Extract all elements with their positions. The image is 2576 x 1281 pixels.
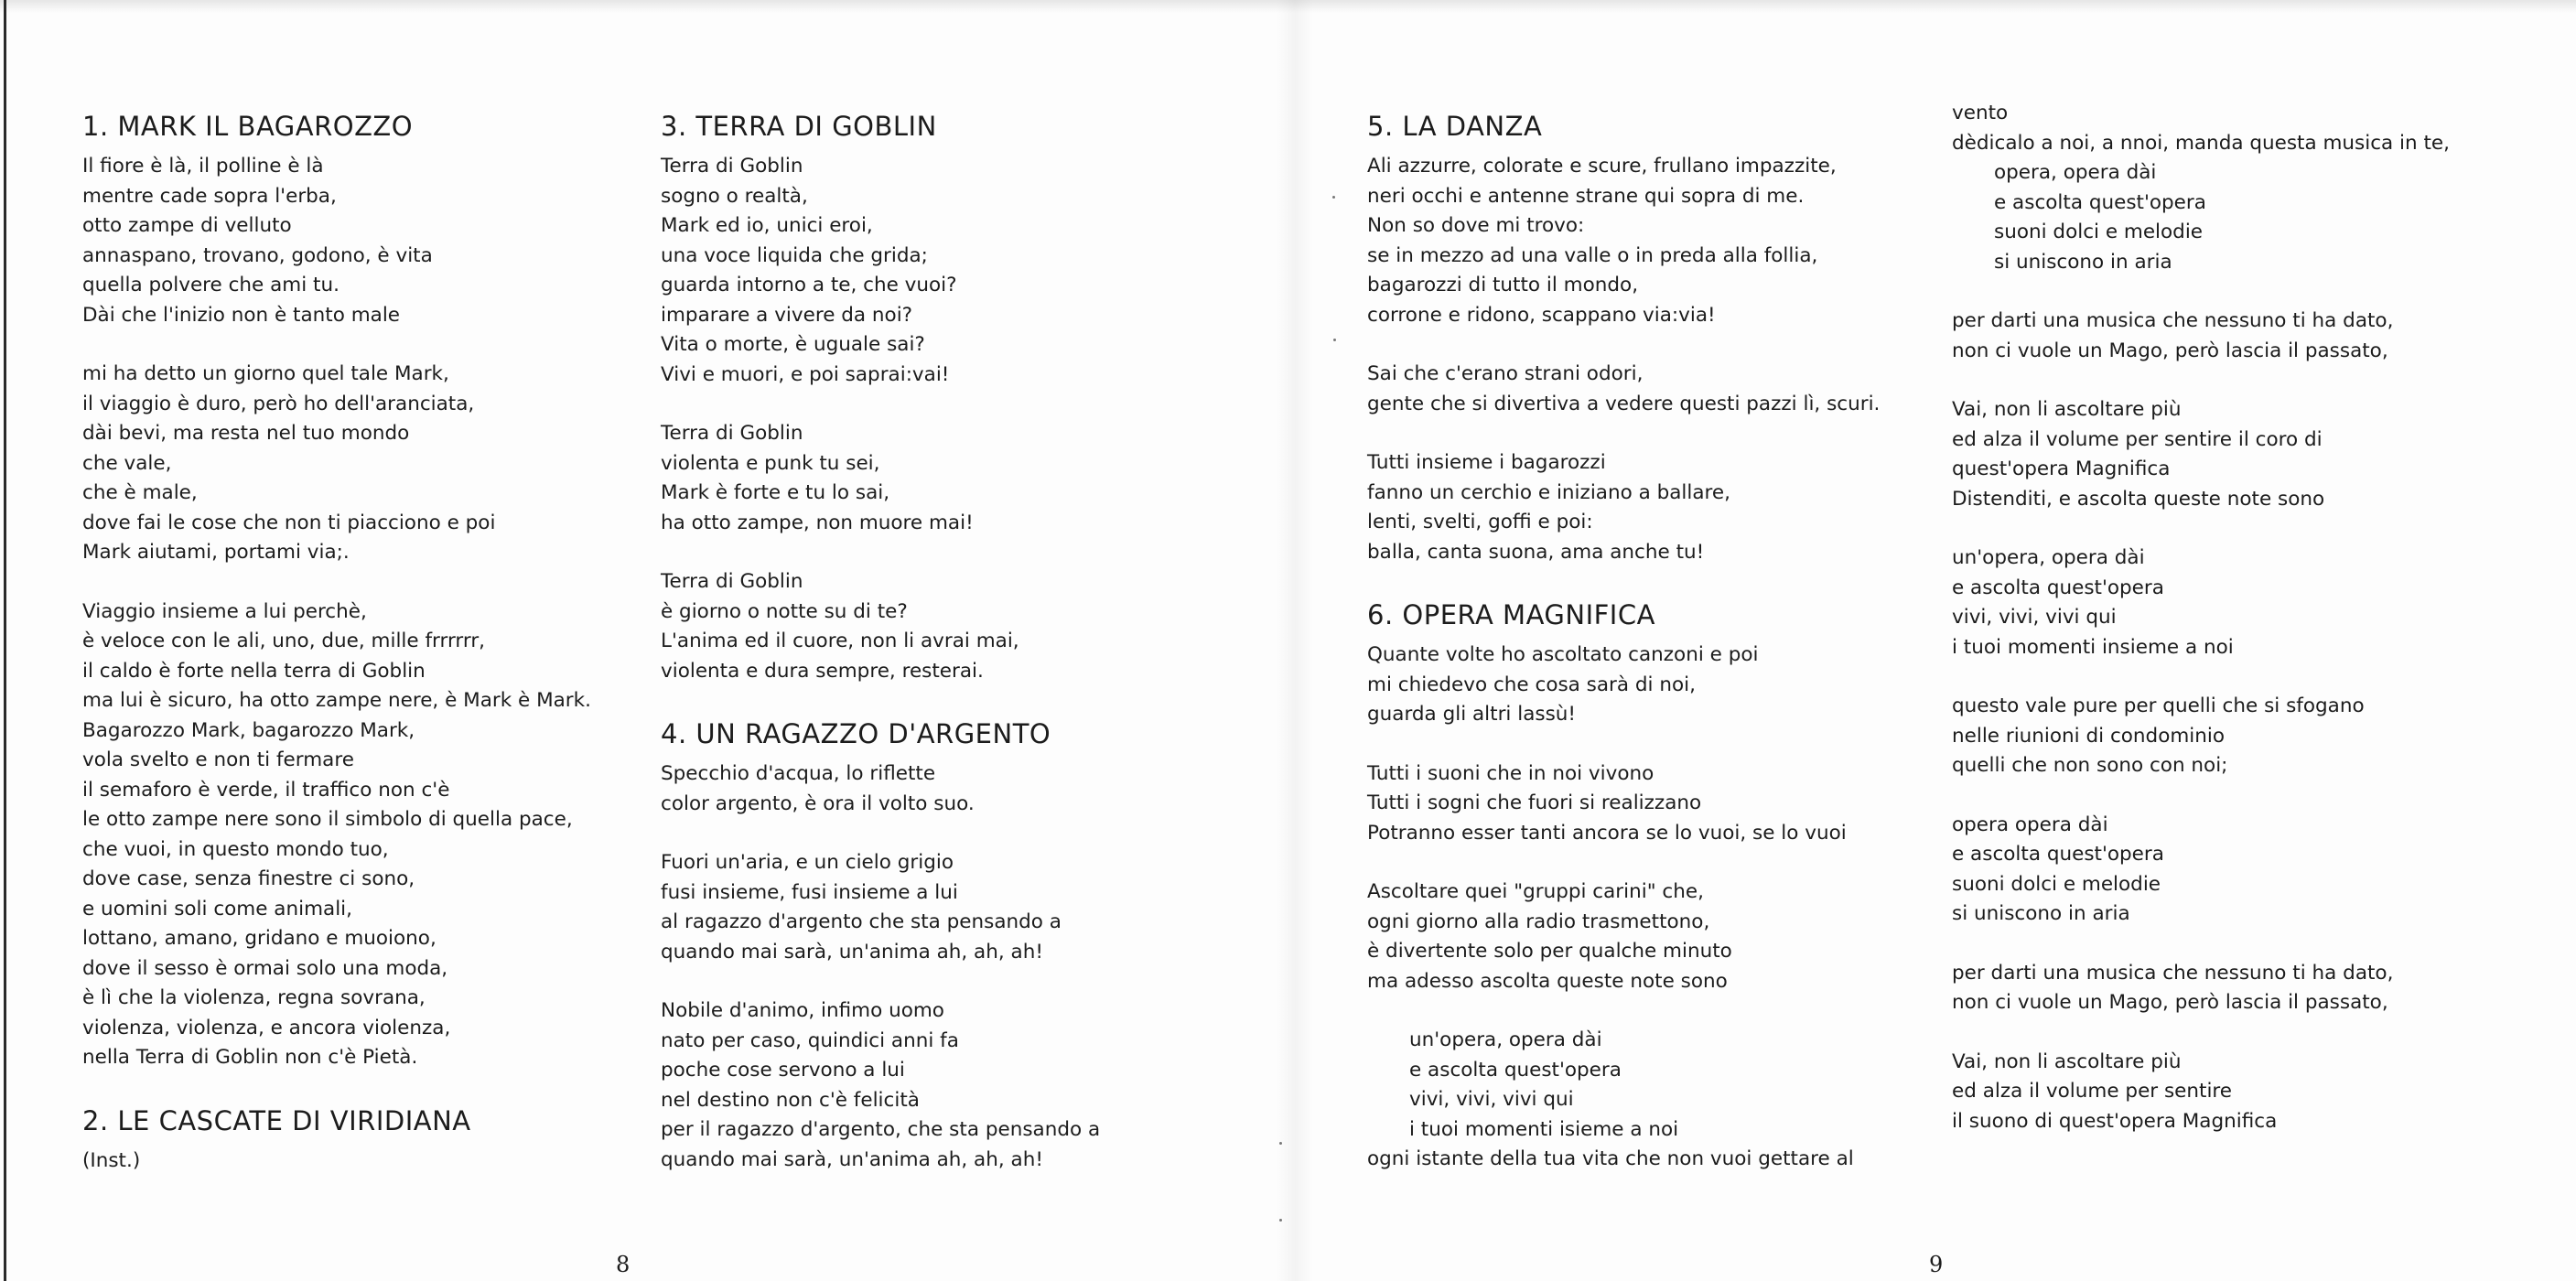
lyric-line: Distenditi, e ascolta queste note sono xyxy=(1952,487,2325,511)
lyric-line: che vuoi, in questo mondo tuo, xyxy=(82,837,389,861)
print-speck xyxy=(1332,196,1335,199)
song-2 xyxy=(82,1103,641,1177)
lyric-line: dài bevi, ma resta nel tuo mondo xyxy=(82,422,410,445)
lyric-line: Mark è forte e tu lo sai, xyxy=(661,481,890,504)
lyric-line: se in mezzo ad una valle o in preda alla follia, xyxy=(1367,243,1818,267)
lyric-line: e uomini soli come animali, xyxy=(82,897,352,920)
lyric-line: guarda intorno a te, che vuoi? xyxy=(661,274,957,296)
lyric-line: e ascolta quest'opera xyxy=(1994,190,2206,214)
lyric-line: al ragazzo d'argento che sta pensando a xyxy=(661,910,1062,933)
lyric-line: nella Terra di Goblin non c'è Pietà. xyxy=(82,1046,418,1069)
stanza xyxy=(1367,448,1916,567)
lyric-line: vento xyxy=(1952,102,2009,124)
column-3 xyxy=(1367,108,1916,1195)
lyric-line: il caldo è forte nella terra di Goblin xyxy=(82,659,426,683)
stanza xyxy=(82,597,641,1073)
stanza xyxy=(661,419,1246,538)
lyric-line: suoni dolci e melodie xyxy=(1952,872,2161,896)
lyric-line: Sai che c'erano strani odori, xyxy=(1367,362,1644,385)
print-speck xyxy=(1279,1219,1282,1222)
lyric-line: non ci vuole un Mago, però lascia il passato, xyxy=(1952,991,2388,1014)
song-6 xyxy=(1367,597,1916,1175)
lyric-line: il viaggio è duro, però ho dell'aranciata, xyxy=(82,392,475,415)
lyric-line: mentre cade sopra l'erba, xyxy=(82,184,337,208)
lyric-line: dove il sesso è ormai solo una moda, xyxy=(82,956,448,980)
lyric-line: quando mai sarà, un'anima ah, ah, ah! xyxy=(661,1147,1043,1171)
stanza xyxy=(1367,877,1916,996)
lyric-line: balla, canta suona, ama anche tu! xyxy=(1367,540,1705,564)
lyric-line: vola svelto e non ti fermare xyxy=(82,748,354,771)
stanza xyxy=(1367,360,1916,419)
stanza xyxy=(1952,959,2556,1018)
lyric-line: quelli che non sono con noi; xyxy=(1952,754,2228,777)
stanza xyxy=(1952,395,2556,514)
lyric-line: nelle riunioni di condominio xyxy=(1952,724,2226,748)
stanza xyxy=(661,152,1246,390)
lyric-line: Tutti i sogni che fuori si realizzano xyxy=(1367,791,1702,814)
song-1 xyxy=(82,108,641,1073)
column-4 xyxy=(1952,99,2556,1166)
print-speck xyxy=(1333,339,1336,341)
lyric-line: per darti una musica che nessuno ti ha dato, xyxy=(1952,961,2394,985)
song-title: 5. LA DANZA xyxy=(1367,111,1543,142)
page-number-left: 8 xyxy=(616,1252,631,1277)
lyric-line: le otto zampe nere sono il simbolo di quella pace, xyxy=(82,808,573,831)
lyric-line: quella polvere che ami tu. xyxy=(82,274,340,296)
lyric-line: vivi, vivi, vivi qui xyxy=(1952,606,2117,629)
lyric-line: ed alza il volume per sentire il coro di xyxy=(1952,427,2323,451)
lyric-line: (Inst.) xyxy=(82,1148,141,1172)
lyric-line: ma adesso ascolta queste note sono xyxy=(1367,969,1728,993)
stanza xyxy=(661,848,1246,967)
lyric-line: che vale, xyxy=(82,451,172,475)
stanza xyxy=(82,1146,641,1177)
lyric-line: ogni giorno alla radio trasmettono, xyxy=(1367,910,1710,933)
lyric-line: i tuoi momenti insieme a noi xyxy=(1952,635,2234,659)
song-title: 6. OPERA MAGNIFICA xyxy=(1367,599,1655,630)
song-title: 4. UN RAGAZZO D'ARGENTO xyxy=(661,718,1051,749)
lyric-line: lottano, amano, gridano e muoiono, xyxy=(82,927,437,950)
lyric-line: fusi insieme, fusi insieme a lui xyxy=(661,880,958,904)
stanza xyxy=(1367,759,1916,849)
song-4 xyxy=(661,716,1246,1175)
stanza xyxy=(1952,811,2556,930)
lyric-line: mi ha detto un giorno quel tale Mark, xyxy=(82,362,449,385)
lyric-line: Ali azzurre, colorate e scure, frullano impazzite, xyxy=(1367,155,1837,178)
lyric-line: ed alza il volume per sentire xyxy=(1952,1080,2233,1103)
page-number-right: 9 xyxy=(1929,1252,1944,1277)
lyric-line: una voce liquida che grida; xyxy=(661,243,928,267)
lyric-line: il suono di quest'opera Magnifica xyxy=(1952,1109,2278,1133)
song-5 xyxy=(1367,108,1916,567)
lyric-line: Il fiore è là, il polline è là xyxy=(82,155,324,178)
lyric-line: gente che si divertiva a vedere questi pazzi lì, scuri. xyxy=(1367,392,1881,415)
song-3 xyxy=(661,108,1246,686)
lyric-line: Dài che l'inizio non è tanto male xyxy=(82,303,401,327)
lyric-line: vivi, vivi, vivi qui xyxy=(1409,1088,1574,1111)
stanza xyxy=(82,152,641,330)
lyric-line: corrone e ridono, scappano via:via! xyxy=(1367,303,1716,327)
stanza xyxy=(661,567,1246,686)
stanza xyxy=(1367,640,1916,730)
lyric-line: nel destino non c'è felicità xyxy=(661,1088,920,1112)
lyric-line: Ascoltare quei "gruppi carini" che, xyxy=(1367,880,1704,903)
column-1 xyxy=(82,108,641,1205)
lyric-line: lenti, svelti, goffi e poi: xyxy=(1367,511,1593,533)
stanza xyxy=(1952,307,2556,366)
lyric-line: un'opera, opera dài xyxy=(1409,1028,1602,1051)
lyric-line: Potranno esser tanti ancora se lo vuoi, se lo vuoi xyxy=(1367,821,1847,845)
lyric-line: Nobile d'animo, infimo uomo xyxy=(661,999,944,1022)
stanza xyxy=(82,360,641,568)
lyric-line: è veloce con le ali, uno, due, mille frrrrrr, xyxy=(82,630,486,652)
lyric-line: annaspano, trovano, godono, è vita xyxy=(82,243,433,267)
lyric-line: dove case, senza finestre ci sono, xyxy=(82,867,415,890)
lyric-line: fanno un cerchio e iniziano a ballare, xyxy=(1367,480,1730,504)
lyric-line: Vai, non li ascoltare più xyxy=(1952,1050,2182,1073)
lyric-line: guarda gli altri lassù! xyxy=(1367,703,1577,726)
lyric-line: i tuoi momenti isieme a noi xyxy=(1409,1117,1679,1141)
lyric-line: ma lui è sicuro, ha otto zampe nere, è Mark è Mark. xyxy=(82,689,591,712)
stanza xyxy=(1952,99,2556,277)
song-title: 1. MARK IL BAGAROZZO xyxy=(82,111,414,142)
lyric-line: un'opera, opera dài xyxy=(1952,546,2145,569)
stanza xyxy=(1952,544,2556,662)
lyric-line: dèdicalo a noi, a nnoi, manda questa musica in te, xyxy=(1952,131,2450,155)
lyric-line: è giorno o notte su di te? xyxy=(661,599,908,623)
lyric-line: Terra di Goblin xyxy=(661,570,803,593)
lyric-line: Tutti insieme i bagarozzi xyxy=(1367,451,1606,474)
lyric-line: Vita o morte, è uguale sai? xyxy=(661,333,925,356)
lyric-line: per darti una musica che nessuno ti ha dato, xyxy=(1952,309,2394,332)
lyric-line: Quante volte ho ascoltato canzoni e poi xyxy=(1367,643,1759,666)
lyric-line: violenta e dura sempre, resterai. xyxy=(661,659,984,683)
stanza xyxy=(1952,692,2556,781)
lyric-line: si uniscono in aria xyxy=(1952,902,2130,925)
lyric-line: Vai, non li ascoltare più xyxy=(1952,398,2182,421)
lyric-line: Non so dove mi trovo: xyxy=(1367,214,1585,237)
center-fold xyxy=(1277,0,1313,1281)
lyric-line: per il ragazzo d'argento, che sta pensando a xyxy=(661,1118,1101,1141)
lyric-line: che è male, xyxy=(82,481,198,504)
lyric-line: suoni dolci e melodie xyxy=(1994,221,2204,243)
lyric-line: color argento, è ora il volto suo. xyxy=(661,791,975,815)
lyric-line: e ascolta quest'opera xyxy=(1952,843,2164,866)
print-speck xyxy=(1279,1142,1282,1145)
lyric-line: Bagarozzo Mark, bagarozzo Mark, xyxy=(82,718,415,742)
lyric-line: dove fai le cose che non ti piacciono e poi xyxy=(82,511,496,534)
lyric-line: quest'opera Magnifica xyxy=(1952,458,2171,480)
stanza xyxy=(661,759,1246,819)
lyric-line: otto zampe di velluto xyxy=(82,214,292,237)
lyric-line: mi chiedevo che cosa sarà di noi, xyxy=(1367,673,1696,696)
lyric-line: L'anima ed il cuore, non li avrai mai, xyxy=(661,630,1019,652)
stanza xyxy=(661,996,1246,1175)
lyric-line: questo vale pure per quelli che si sfogano xyxy=(1952,694,2365,717)
column-2 xyxy=(661,108,1246,1204)
lyric-line: quando mai sarà, un'anima ah, ah, ah! xyxy=(661,940,1043,963)
lyric-line: nato per caso, quindici anni fa xyxy=(661,1028,959,1052)
lyric-line: sogno o realtà, xyxy=(661,184,808,208)
lyric-line: Specchio d'acqua, lo riflette xyxy=(661,762,936,785)
lyric-line: e ascolta quest'opera xyxy=(1952,576,2164,599)
lyric-line: imparare a vivere da noi? xyxy=(661,303,913,327)
lyric-line: neri occhi e antenne strane qui sopra di me. xyxy=(1367,184,1805,208)
lyric-line: è lì che la violenza, regna sovrana, xyxy=(82,986,426,1009)
lyric-line: opera, opera dài xyxy=(1994,161,2157,184)
lyric-line: Mark ed io, unici eroi, xyxy=(661,214,873,237)
lyric-line: Terra di Goblin xyxy=(661,422,803,445)
lyric-line: opera opera dài xyxy=(1952,813,2108,836)
lyric-line: Vivi e muori, e poi saprai:vai! xyxy=(661,362,950,386)
lyric-line: ogni istante della tua vita che non vuoi gettare al xyxy=(1367,1147,1854,1170)
lyric-line: Mark aiutami, portami via;. xyxy=(82,541,350,564)
stanza xyxy=(1952,1048,2556,1137)
lyric-line: violenta e punk tu sei, xyxy=(661,451,880,475)
lyric-line: bagarozzi di tutto il mondo, xyxy=(1367,274,1639,296)
lyric-line: Tutti i suoni che in noi vivono xyxy=(1367,761,1654,785)
lyric-line: Viaggio insieme a lui perchè, xyxy=(82,599,367,623)
lyric-line: è divertente solo per qualche minuto xyxy=(1367,940,1732,963)
lyric-line: e ascolta quest'opera xyxy=(1409,1058,1622,1082)
lyric-line: il semaforo è verde, il traffico non c'è xyxy=(82,778,450,802)
lyric-line: poche cose servono a lui xyxy=(661,1059,905,1082)
lyric-line: si uniscono in aria xyxy=(1994,250,2172,274)
lyric-line: non ci vuole un Mago, però lascia il passato, xyxy=(1952,339,2388,362)
page-left-edge xyxy=(4,0,6,1281)
stanza xyxy=(1367,152,1916,330)
lyric-line: Fuori un'aria, e un cielo grigio xyxy=(661,851,954,874)
lyric-line: ha otto zampe, non muore mai! xyxy=(661,511,974,534)
lyric-line: violenza, violenza, e ancora violenza, xyxy=(82,1016,451,1039)
stanza xyxy=(1367,1026,1916,1175)
lyric-line: Terra di Goblin xyxy=(661,155,803,178)
song-title: 2. LE CASCATE DI VIRIDIANA xyxy=(82,1104,471,1136)
song-title: 3. TERRA DI GOBLIN xyxy=(661,111,937,142)
